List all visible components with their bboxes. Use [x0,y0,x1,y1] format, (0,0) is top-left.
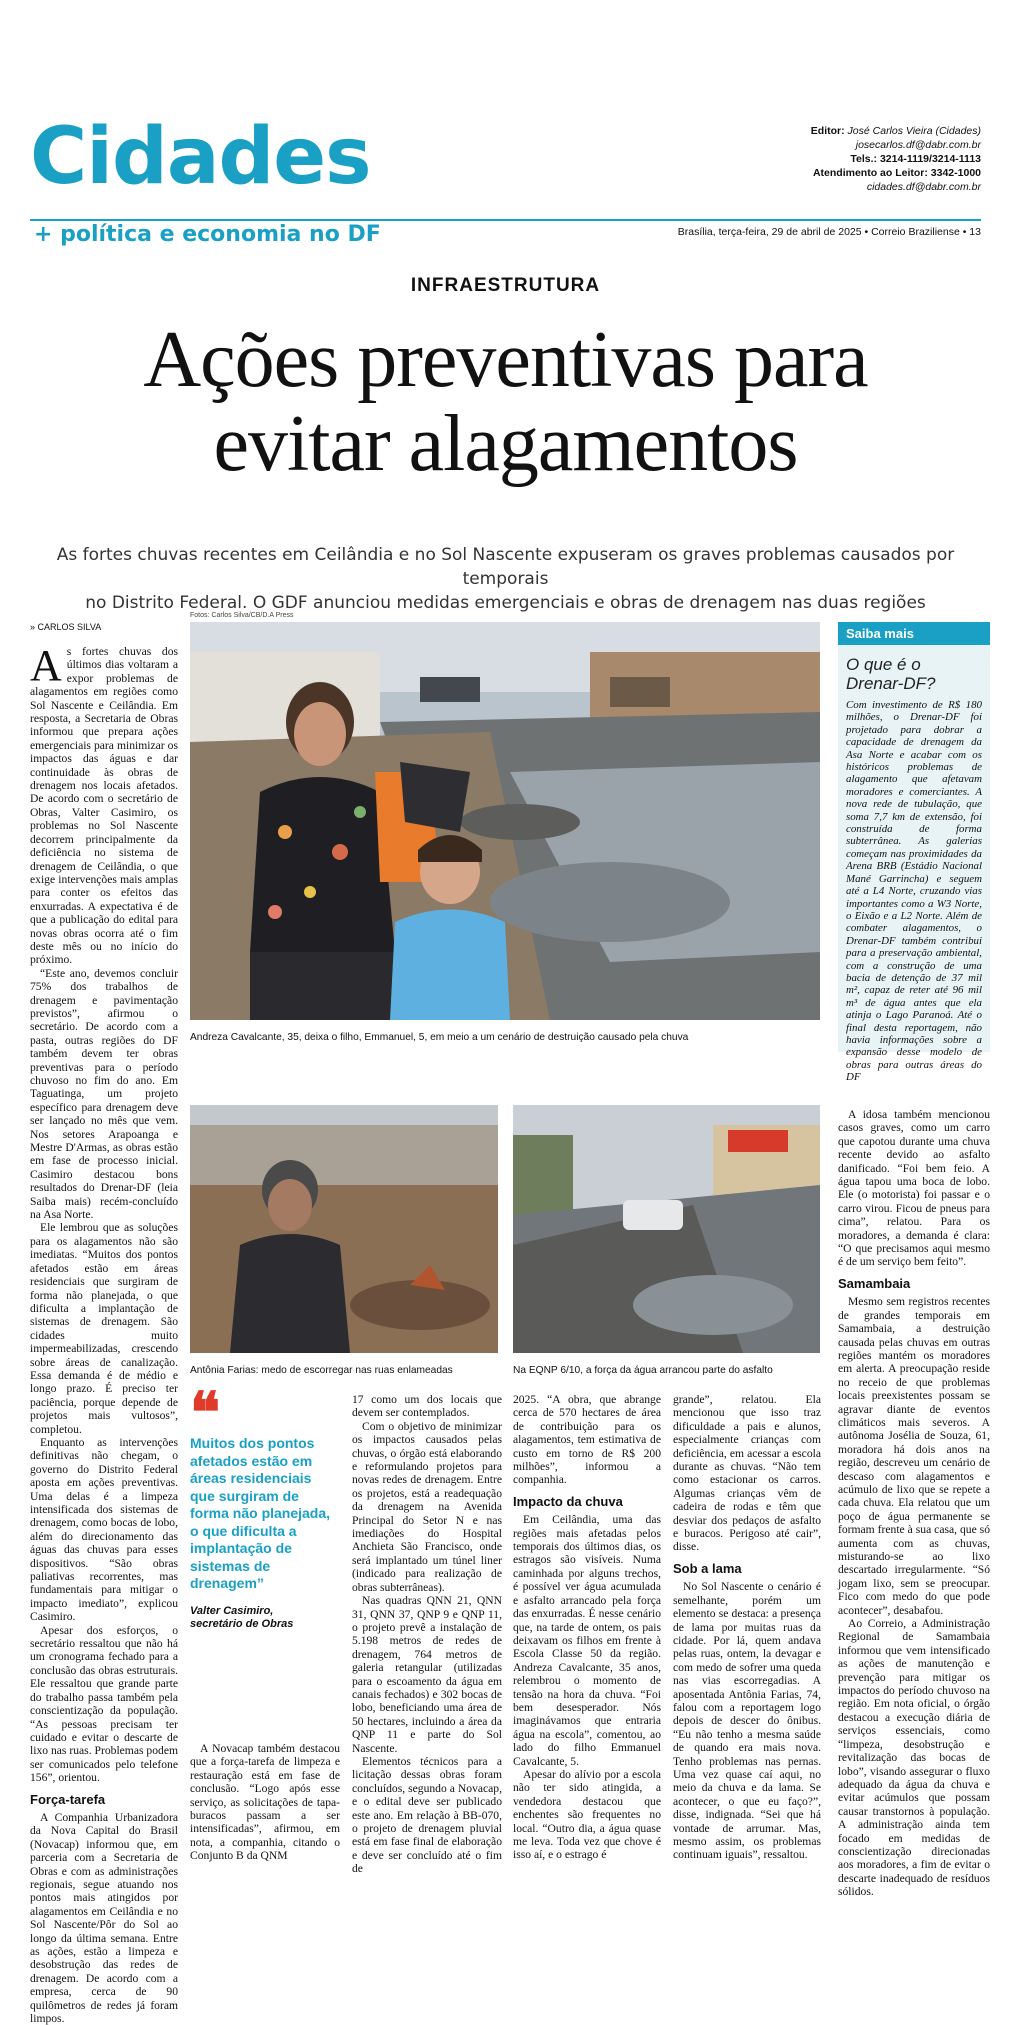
photo-credit: Fotos: Carlos Silva/CB/D.A Press [190,612,294,619]
col1-paragraph-3: Ele lembrou que as soluções para os alagamentos não são imediatas. “Muitos dos pontos afetados estão em áreas residenciais que surgiram de forma não planejada, o que dificulta a implantação de sistemas de drenagem. São cidades muito impermeabilizadas, crescendo sobre áreas de canalização. Essa demanda é de médio e longo prazo. É preciso ter paciência, porque depende de projetos mais vultosos”, completou. [30,1221,178,1436]
byline: » CARLOS SILVA [30,622,102,632]
subheadline [40,543,971,615]
article-column-3 [352,1393,502,1876]
col6-paragraph-2: Mesmo sem registros recentes de grandes temporais em Samambaia, a destruição causada pelas chuvas em outras regiões mantém os moradores em alerta. A preocupação reside no receio de que problemas locais preexistentes possam se agravar diante de eventos climáticos mais severos. A autônoma Josélia de Souza, 61, moradora há dois anos na região, descreveu um cenário de descaso com alagamentos e acúmulo de lixo que se repete a cada chuva. Ela relatou que um poço de água permanente se formam frente à sua casa, que só aumenta com as chuvas, misturando-se ao lixo descartado irregularmente. “Só jogam lixo, sem se preocupar. Fico com medo do que pode acontecer”, desabafou. [838,1295,990,1617]
col3-paragraph-2: Com o objetivo de minimizar os impactos causados pelas chuvas, o órgão está elaborando e reformulando projetos para novas redes de drenagem. Entre os projetos, está a readequação da drenagem na Avenida Principal do Setor N e nas imediações do Hospital Anchieta São Francisco, onde será implantado um túnel liner (indicado para realização de obras subterrâneas). [352,1419,502,1594]
col6-paragraph-3: Ao Correio, a Administração Regional de Samambaia informou que vem intensificado as ações de manutenção e prevenção para mitigar os impactos do período chuvoso na região. Em nota oficial, o órgão destacou a execução diária de serviços essenciais, como “limpeza, desobstrução e revitalização das bocas de lobo”, visando assegurar o fluxo adequado da água da chuva e evitar acúmulos que possam causar transtornos à população. A administração ainda tem focado em medidas de conscientização direcionadas aos moradores, a fim de evitar o descarte inadequado de resíduos sólidos. [838,1617,990,1899]
quote-text: Muitos dos pontos afetados estão em áreas residenciais que surgiram de forma não planejada, o que dificulta a implantação de sistemas de drenagem” [190,1435,331,1591]
quote-author [190,1605,340,1631]
editor-label: Editor: [810,125,845,137]
article-column-5 [673,1393,821,1862]
editor-email[interactable]: josecarlos.df@dabr.com.br [855,139,981,151]
subhead-samambaia: Samambaia [838,1275,911,1291]
col4-paragraph-1: 2025. “A obra, que abrange cerca de 570 hectares de área de contribuição para os alagamentos, tem estimativa de custo em torno de R$ 200 milhões”, informou a companhia. [513,1393,661,1487]
main-photo [190,622,820,1020]
article-column-4 [513,1393,661,1862]
subhead-impacto: Impacto da chuva [513,1493,623,1509]
col5-paragraph-2: No Sol Nascente o cenário é semelhante, porém um elemento se destaca: a presença de lama por muitas ruas da cidade. Por lá, quem andava pelas ruas, ontem, la devagar e com medo de sofrer uma queda nas vias escorregadias. A aposentada Antônia Farias, 74, falou com a reportagem logo depois de descer do ônibus. “Eu não tenho a mesma saúde de quando era mais nova. Tenho problemas nas pernas. Uma vez quase caí aqui, no meio da chuva e da lama. Se acontecer, o que eu faço?”, disse, indignada. “Sei que há vontade de arrumar. Mas, mesmo assim, os problemas continuam iguais”, ressaltou. [673,1580,821,1862]
col1-paragraph-2: “Este ano, devemos concluir 75% dos trabalhos de drenagem e pavimentação previstos”, afirmou o secretário. De acordo com a pasta, outras regiões do DF também devem ter obras preventivas para o período chuvoso no fim do ano. Em Taguatinga, um projeto específico para drenagem deve ser lançado no mês que vem. Nos setores Arapoanga e Mestre D'Armas, as obras estão em fase de processo inicial. Casimiro destacou bons resultados do Drenar-DF (leia Saiba mais) recém-concluído na Asa Norte. [30,966,178,1222]
left-photo-caption: Antônia Farias: medo de escorregar nas ruas enlameadas [190,1365,453,1376]
right-photo [513,1105,820,1353]
main-photo-caption: Andreza Cavalcante, 35, deixa o filho, Emmanuel, 5, em meio a um cenário de destruição causado pela chuva [190,1032,689,1043]
pull-quote [190,1380,340,1631]
col1-paragraph-1: s fortes chuvas dos últimos dias voltaram a expor problemas de alagamentos em regiões como Sol Nascente e Ceilândia. Em resposta, a Secretaria de Obras informou que prepara ações emergenciais para minimizar os impactos das águas e dar continuidade às obras de drenagem nos locais afetados. De acordo com o secretário de Obras, Valter Casimiro, os problemas no Sol Nascente decorrem principalmente da deficiência no sistema de drenagem de Ceilândia, o que exige intervenções mais amplas para conter os efeitos das enxurradas. A expectativa é de que a publicação do edital para novas obras ocorra até o fim deste mês ou no início do próximo. [30,645,178,967]
kicker: INFRAESTRUTURA [410,275,601,296]
cities-email[interactable]: cidades.df@dabr.com.br [866,181,981,193]
col6-paragraph-1: A idosa também mencionou casos graves, como um carro que capotou durante uma chuva recente devido ao asfalto danificado. “Foi bem feio. A água tapou uma boca de lobo. Ele (o motorista) foi passar e o carro virou. Ficou de pneus para cima”, relatou. Para os moradores, a demanda é clara: “O que precisamos aqui mesmo é de um serviço bem feito”. [838,1108,990,1269]
left-photo-image [190,1105,498,1353]
col1-paragraph-5: Apesar dos esforços, o secretário ressaltou que não há um cronograma fechado para a conclusão das obras estruturais. Ele ressaltou que grande parte do trabalho passa também pela conscientização da população. “As pessoas precisam ter cuidado e evitar o descarte de lixo nas ruas. Problemas podem ser comunicados pelo telefone 156”, orientou. [30,1623,178,1785]
drop-cap: A [30,641,62,690]
col1-paragraph-4: Enquanto as intervenções definitivas não chegam, o governo do Distrito Federal aposta em ações preventivas. Uma delas é a limpeza intensificada dos sistemas de drenagem, como bocas de lobo, além do direcionamento das águas das chuvas para esses dispositivos. “São obras paliativas recorrentes, mas fundamentais para mitigar o impacto imediato”, explicou Casimiro. [30,1435,178,1624]
subhead-line-1: As fortes chuvas recentes em Ceilândia e no Sol Nascente expuseram os graves problemas causados por temporais [56,545,955,589]
headline-line-1: Ações preventivas para [143,316,868,404]
headline [20,318,991,486]
editor-info [811,124,981,194]
left-photo [190,1105,498,1353]
quote-author-name: Valter Casimiro, [190,1604,274,1617]
main-photo-image [190,622,820,1020]
tel-numbers: Tels.: 3214-1119/3214-1113 [850,153,981,165]
header-rule [30,219,981,221]
right-photo-caption: Na EQNP 6/10, a força da água arrancou parte do asfalto [513,1365,773,1376]
article-column-1 [30,641,178,2025]
col1-paragraph-6: A Companhia Urbanizadora da Nova Capital do Brasil (Novacap) informou que, em parceria com a Secretaria de Obras e com as administrações regionais, segue atuando nos pontos mais atingidos por alagamentos em Ceilândia e no Sol Nascente/Pôr do Sol ao longo da última semana. Entre as ações, estão a limpeza e desobstrução das redes de drenagem. De acordo com a empresa, cerca de 90 quilômetros de redes já foram limpos. [30,1810,178,2025]
reader-service: Atendimento ao Leitor: 3342-1000 [812,167,981,179]
col3-paragraph-1: 17 como um dos locais que devem ser contemplados. [352,1393,502,1420]
article-column-2 [190,1742,340,1863]
dateline: Brasília, terça-feira, 29 de abril de 2025 • Correio Braziliense • 13 [677,226,981,238]
sidebar-title: O que é o Drenar-DF? [846,655,936,693]
sidebar-text: Com investimento de R$ 180 milhões, o Drenar-DF foi projetado para dobrar a capacidade de drenagem da Asa Norte e acabar com os históricos problemas de alagamento que afetavam moradores e comerciantes. A nova rede de tubulação, que soma 7,7 km de extensão, foi construída de forma subterrânea. As galerias começam nas proximidades da Arena BRB (Estádio Nacional Mané Garrincha) e seguem até a L4 Norte, cruzando vias importantes como a W3 Norte, o Eixão e a L2 Norte. Além de combater alagamentos, o Drenar-DF também contribui para a preservação ambiental, com a construção de uma bacia de detenção de 37 mil m², capaz de reter até 96 mil m³ de água antes que ela atinja o Lago Paranoá. Até o final desta reportagem, não havia informações sobre a expansão desse modelo de obras para outras áreas do DF [846,699,982,1084]
section-tagline: + política e economia no DF [34,222,381,247]
col3-paragraph-3: Nas quadras QNN 21, QNN 31, QNN 37, QNP 9 e QNP 11, o projeto prevê a instalação de 5.198 metros de redes de drenagem, 764 metros de galeria retangular (utilizadas para o escoamento da água em canais fechados) e 302 bocas de lobo, beneficiando uma área de 50 hectares, incluindo a área da QNP 11 e parte do Sol Nascente. [352,1594,502,1755]
right-photo-image [513,1105,820,1353]
subhead-forca-tarefa: Força-tarefa [30,1791,106,1807]
col3-paragraph-4: Elementos técnicos para a licitação dessas obras foram concluídos, segundo a Novacap, e o edital deve ser publicado este ano. Em relação à BB-070, o projeto de drenagem pluvial está em fase final de elaboração e deve ser concluído até o fim de [352,1754,502,1876]
quote-author-role: secretário de Obras [190,1617,294,1630]
col4-paragraph-3: Apesar do alívio por a escola não ter sido atingida, a vendedora destacou que enchentes são frequentes no local. “Outro dia, a água quase me leva. Toda vez que chove é isso aí, e o estrago é [513,1767,661,1862]
editor-name: José Carlos Vieira (Cidades) [847,125,981,137]
col4-paragraph-2: Em Ceilândia, uma das regiões mais afetadas pelos temporais dos últimos dias, os estragos são visíveis. Numa caminhada por alguns trechos, é possível ver água acumulada e asfalto arrancado pela força das enxurradas. É nesse cenário que, na tarde de ontem, os pais deixavam os filhos em frente à Escola Classe 50 da região. Andreza Cavalcante, 35 anos, relembrou o momento de tensão na hora da chuva. “Foi bem desesperador. Nós imaginávamos que entraria água na escola”, comentou, ao lado do filho Emmanuel Cavalcante, 5. [513,1513,661,1768]
subhead-sob-a-lama: Sob a lama [673,1560,742,1576]
section-title: Cidades [30,112,371,202]
col2-paragraph-1: A Novacap também destacou que a força-tarefa de limpeza e restauração está em fase de conclusão. “Logo após esse serviço, as solicitações de tapa-buracos passam a ser intensificadas”, afirmou, em nota, a companhia, citando o Conjunto B da QNM [190,1742,340,1863]
subhead-line-2: no Distrito Federal. O GDF anunciou medidas emergenciais e obras de drenagem nas duas regiões [85,593,926,613]
headline-line-2: evitar alagamentos [213,400,798,488]
quote-mark-icon: ❝ [190,1380,221,1446]
article-column-6 [838,1108,990,1899]
saiba-mais-box [838,622,990,1084]
col5-paragraph-1: grande”, relatou. Ela mencionou que isso traz dificuldade a pais e alunos, especialmente crianças com deficiência, em acessar a escola durante as chuvas. “Não tem como estacionar os carros. Algumas crianças vêm de cadeira de rodas e têm que desviar dos pedaços de asfalto e buracos. Perigoso até cair”, disse. [673,1393,821,1554]
sidebar-label: Saiba mais [838,622,990,645]
